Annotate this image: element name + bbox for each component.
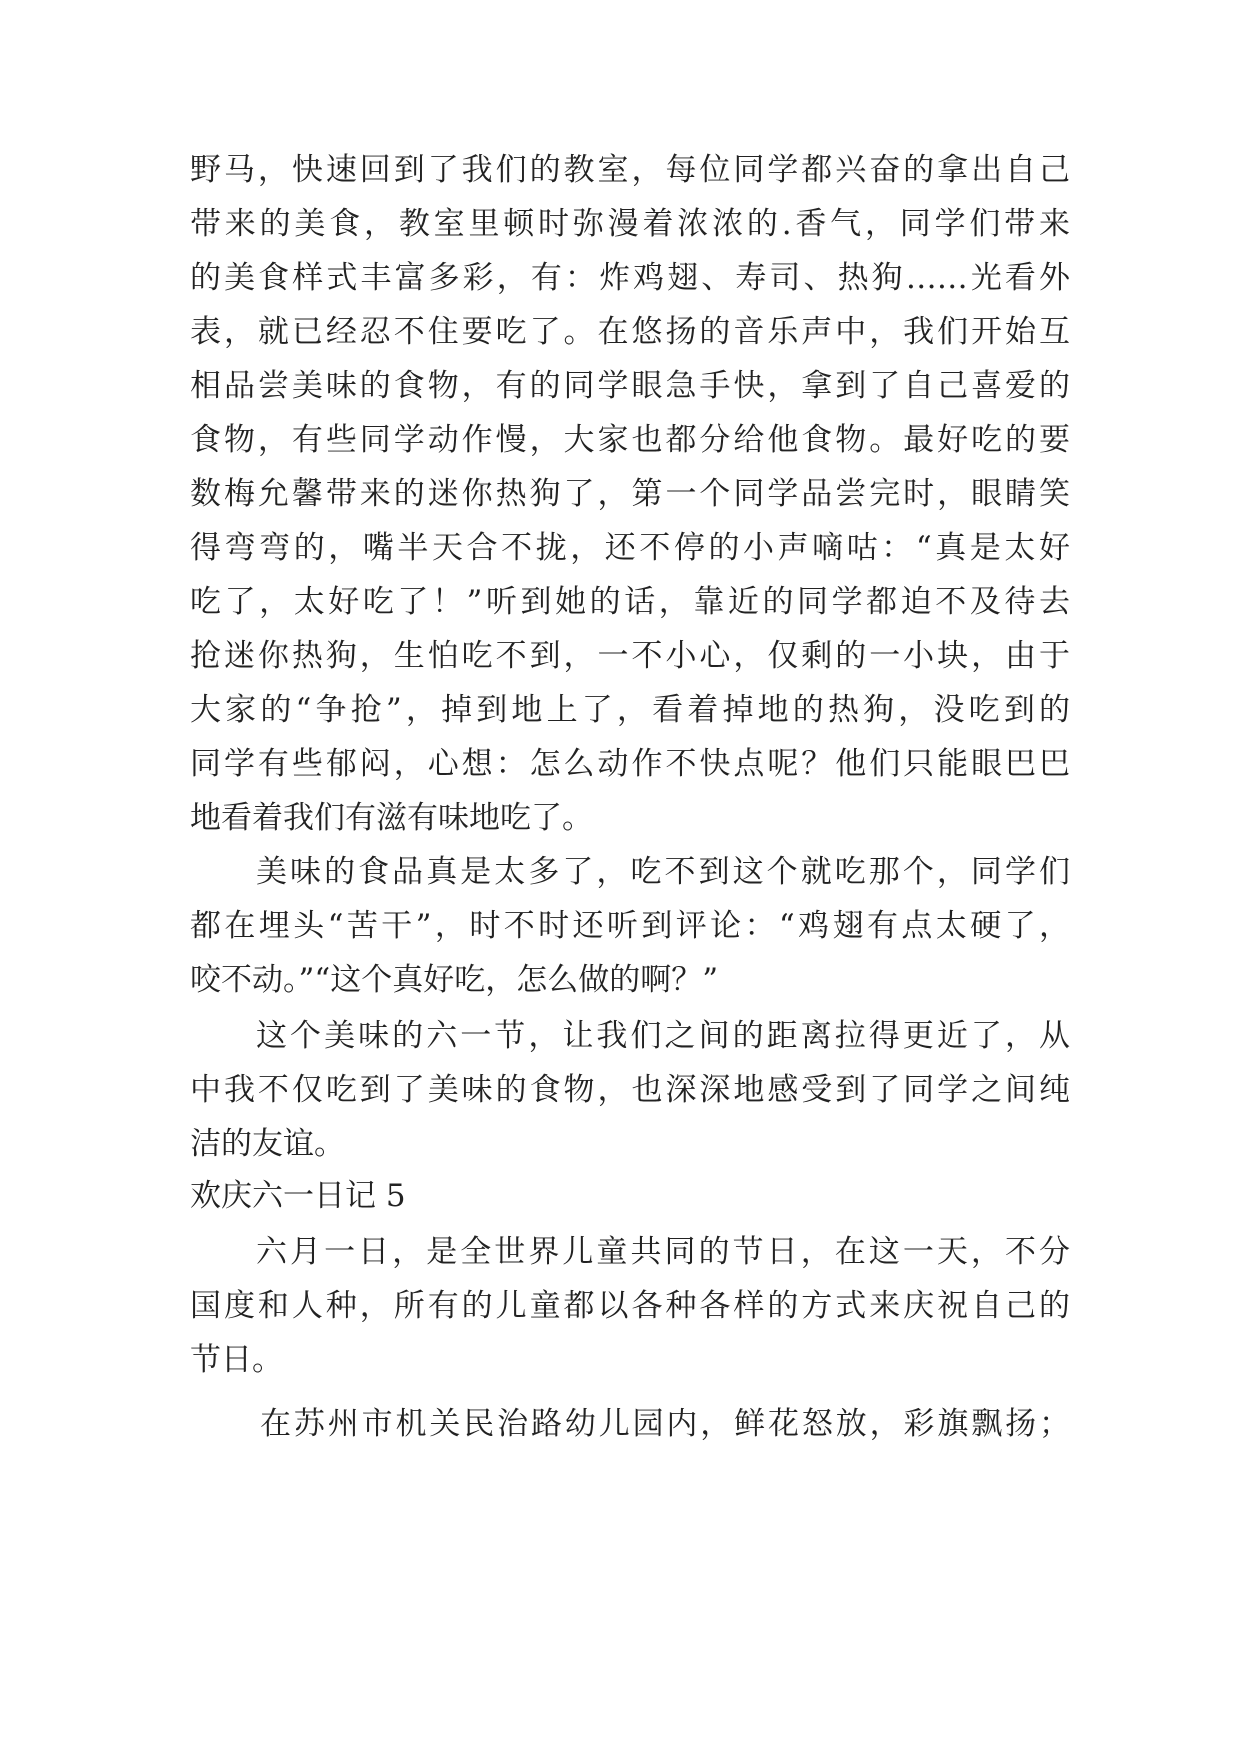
text-line: 表，就已经忍不住要吃了。在悠扬的音乐声中，我们开始互 bbox=[190, 314, 1070, 350]
text-line: 的美食样式丰富多彩，有：炸鸡翅、寿司、热狗……光看外 bbox=[190, 260, 1070, 296]
text-line: 中我不仅吃到了美味的食物，也深深地感受到了同学之间纯 bbox=[190, 1072, 1070, 1108]
section-heading: 欢庆六一日记 5 bbox=[190, 1178, 406, 1214]
text-line: 美味的食品真是太多了，吃不到这个就吃那个，同学们 bbox=[256, 854, 1070, 890]
text-line: 都在埋头“苦干”，时不时还听到评论：“鸡翅有点太硬了， bbox=[190, 908, 1070, 944]
text-line: 野马，快速回到了我们的教室，每位同学都兴奋的拿出自己 bbox=[190, 152, 1070, 188]
text-line: 这个美味的六一节，让我们之间的距离拉得更近了，从 bbox=[256, 1018, 1070, 1054]
text-line: 吃了，太好吃了！”听到她的话，靠近的同学都迫不及待去 bbox=[190, 584, 1070, 620]
text-line: 相品尝美味的食物，有的同学眼急手快，拿到了自己喜爱的 bbox=[190, 368, 1070, 404]
text-line: 节日。 bbox=[190, 1342, 283, 1378]
text-line: 数梅允馨带来的迷你热狗了，第一个同学品尝完时，眼睛笑 bbox=[190, 476, 1070, 512]
text-line: 得弯弯的，嘴半天合不拢，还不停的小声嘀咕：“真是太好 bbox=[190, 530, 1070, 566]
text-line: 国度和人种，所有的儿童都以各种各样的方式来庆祝自己的 bbox=[190, 1288, 1070, 1324]
text-line: 食物，有些同学动作慢，大家也都分给他食物。最好吃的要 bbox=[190, 422, 1070, 458]
text-line: 抢迷你热狗，生怕吃不到，一不小心，仅剩的一小块，由于 bbox=[190, 638, 1070, 674]
text-line: 六月一日，是全世界儿童共同的节日，在这一天，不分 bbox=[256, 1234, 1070, 1270]
text-line: 洁的友谊。 bbox=[190, 1126, 345, 1162]
text-line: 在苏州市机关民治路幼儿园内，鲜花怒放，彩旗飘扬； bbox=[260, 1406, 1070, 1442]
text-line: 同学有些郁闷，心想：怎么动作不快点呢？他们只能眼巴巴 bbox=[190, 746, 1070, 782]
text-line: 地看着我们有滋有味地吃了。 bbox=[190, 800, 593, 836]
text-line: 大家的“争抢”，掉到地上了，看着掉地的热狗，没吃到的 bbox=[190, 692, 1070, 728]
text-line: 咬不动。”“这个真好吃，怎么做的啊？” bbox=[190, 962, 719, 998]
text-line: 带来的美食，教室里顿时弥漫着浓浓的.香气，同学们带来 bbox=[190, 206, 1070, 242]
